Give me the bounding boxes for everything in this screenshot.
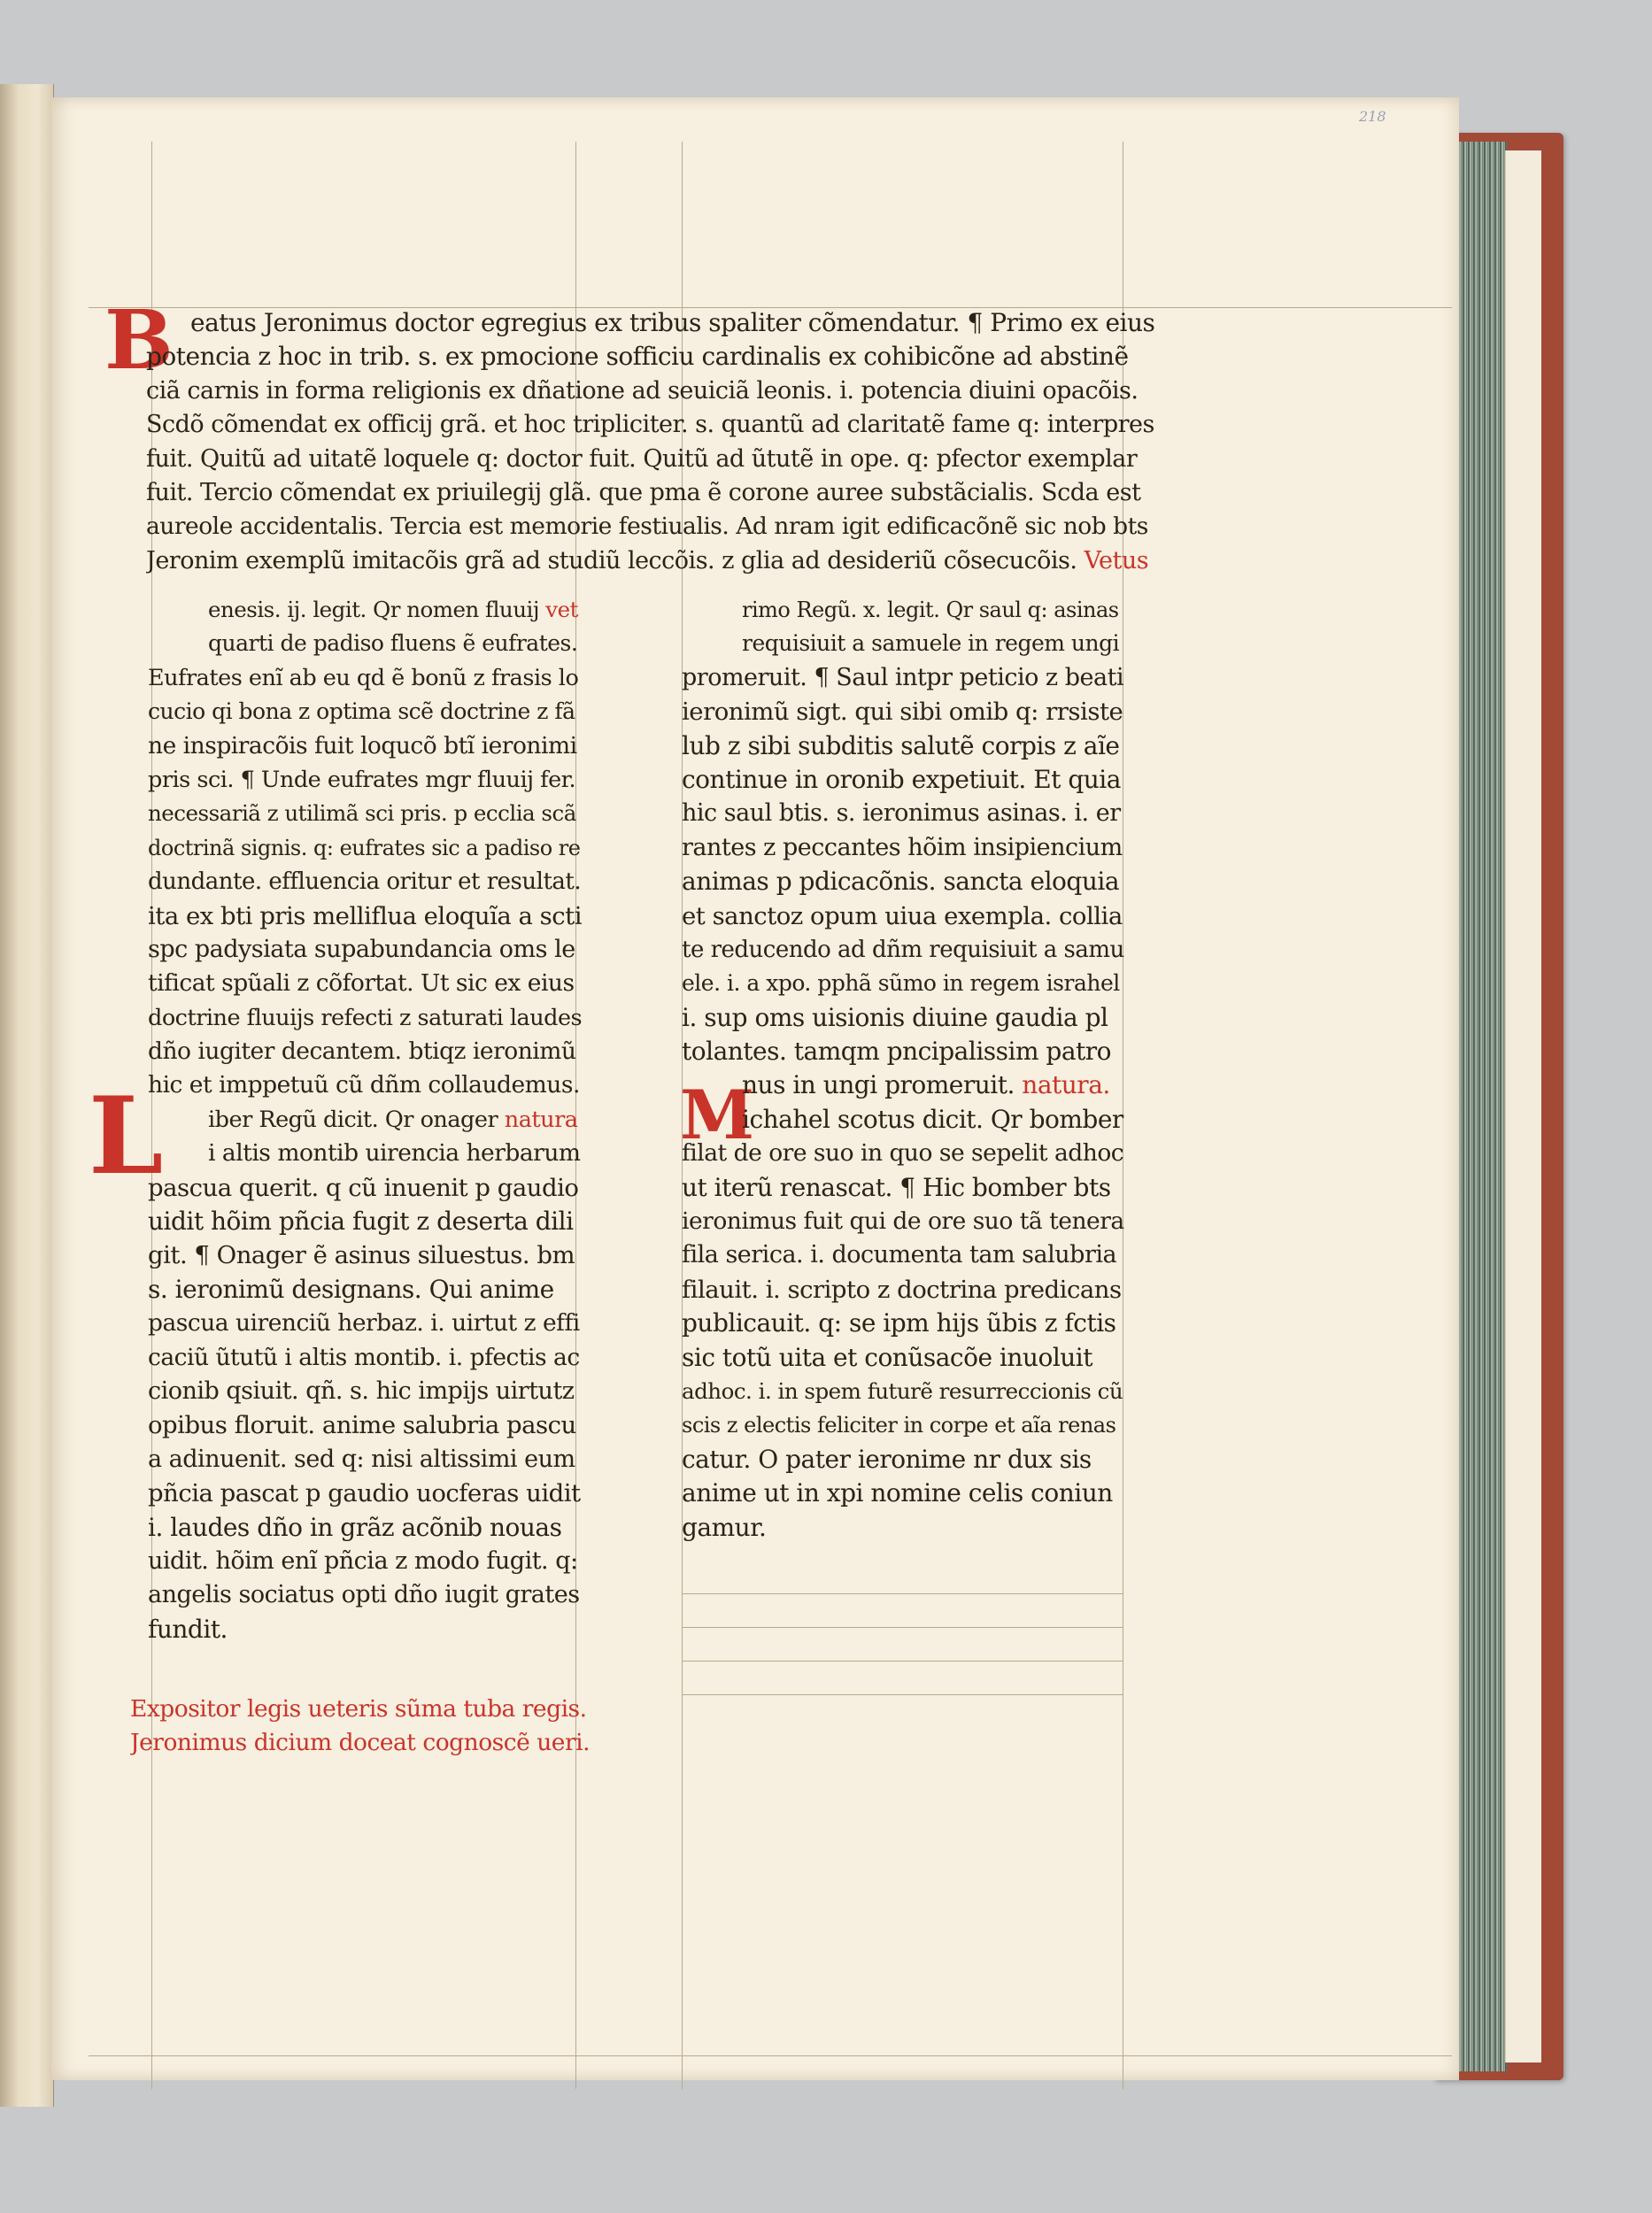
text-line (682, 933, 1124, 967)
text-line-content: uidit. hõim enĩ pñcia z modo fugit. q: (148, 1546, 578, 1575)
page-edges (1452, 142, 1507, 2071)
text-line-content: uidit hõim pñcia fugit z deserta dili (148, 1207, 574, 1237)
text-line-content: Scdõ cõmendat ex officij grã. et hoc tripliciter. s. quantũ ad claritatẽ fame q: interpres (146, 411, 1154, 439)
ruling-line (89, 2055, 1452, 2056)
text-line (146, 510, 1155, 544)
text-line (682, 1443, 1124, 1477)
text-line (148, 1205, 582, 1238)
text-line (682, 1307, 1124, 1340)
text-line (148, 1408, 582, 1442)
text-line-content: i. sup oms uisionis diuine gaudia pl (682, 1002, 1108, 1032)
text-line (148, 1171, 582, 1205)
text-line (682, 1341, 1124, 1375)
text-line-content: publicauit. q: se ipm hijs ũbis z fctis (682, 1308, 1116, 1338)
text-line (682, 763, 1124, 797)
text-line-content: s. ieronimũ designans. Qui anime (148, 1274, 554, 1304)
text-line (148, 1137, 582, 1170)
text-line-content: rimo Regũ. x. legit. Qr saul q: asinas (742, 598, 1119, 622)
text-line-content: doctrine fluuijs refecti z saturati laudes (148, 1004, 582, 1031)
text-line-content: nus in ungi promeruit. (742, 1070, 1015, 1100)
text-line-content: lub z sibi subditis salutẽ corpis z aĩe (682, 730, 1120, 760)
text-line (682, 1205, 1124, 1238)
text-line-content: pascua querit. q cũ inuenit p gaudio (148, 1173, 579, 1202)
ruling-line (682, 1593, 1123, 1594)
text-line-content: aureole accidentalis. Tercia est memorie festiualis. Ad nram igit edificacõnẽ sic nob bts (146, 513, 1148, 541)
text-line-content: adhoc. i. in spem futurẽ resurreccionis cũ (682, 1377, 1123, 1404)
text-line-content: spc padysiata supabundancia oms le (148, 935, 575, 963)
text-line (148, 831, 582, 865)
text-line-content: iber Regũ dicit. Qr onager (208, 1106, 498, 1133)
text-line (682, 593, 1124, 627)
text-line (682, 1511, 1124, 1545)
folio-number: 218 (1359, 108, 1386, 125)
text-line-content: fuit. Quitũ ad uitatẽ loquele q: doctor fuit. Quitũ ad ũtutẽ in ope. q: pfector exemplar (146, 444, 1138, 473)
text-line (148, 1001, 582, 1035)
text-line (682, 1375, 1124, 1408)
rubric-verse (130, 1693, 591, 1761)
text-line (148, 1477, 582, 1510)
text-line-content: animas p pdicacõnis. sancta eloquia (682, 867, 1120, 897)
text-line (148, 627, 582, 660)
text-line (682, 661, 1124, 695)
text-line-content: a adinuenit. sed q: nisi altissimi eum (148, 1445, 575, 1473)
text-line-content: dundante. effluencia oritur et resultat. (148, 868, 582, 896)
text-line (148, 661, 582, 695)
text-line-content: hic et imppetuũ cũ dñm collaudemus. (148, 1071, 580, 1099)
text-line-content: pris sci. ¶ Unde eufrates mgr fluuij fer. (148, 766, 576, 793)
facing-page-edge (0, 84, 54, 2107)
text-line (148, 729, 582, 763)
text-line (682, 865, 1124, 898)
text-line (682, 797, 1124, 830)
text-line (146, 476, 1155, 510)
text-line (130, 1726, 591, 1760)
text-line (148, 1613, 582, 1646)
endpaper-block (1505, 150, 1541, 2063)
initial-b: B (104, 292, 174, 388)
text-line (148, 797, 582, 830)
text-line (148, 1238, 582, 1272)
text-line-content: i. laudes dño in grãz acõnib nouas (148, 1512, 562, 1542)
text-line (148, 1103, 582, 1137)
text-line-content: Jeronim exemplũ imitacõis grã ad studiũ leccõis. z glia ad desideriũ cõsecucõis. (146, 546, 1077, 574)
text-line-content: ieronimus fuit qui de ore suo tã tenera (682, 1207, 1124, 1236)
text-line (148, 1341, 582, 1375)
text-line-content: i altis montib uirencia herbarum (208, 1139, 581, 1168)
text-line-content: rantes z peccantes hõim insipiencium (682, 833, 1123, 861)
text-line-content: filat de ore suo in quo se sepelit adhoc (682, 1139, 1124, 1168)
text-line-content: enesis. ij. legit. Qr nomen fluuij (208, 597, 539, 622)
text-line (146, 544, 1155, 578)
text-line-content: ut iterũ renascat. ¶ Hic bomber bts (682, 1172, 1111, 1202)
text-line (146, 306, 1155, 340)
rubricated-word: natura. (1022, 1070, 1110, 1100)
text-line (682, 1103, 1124, 1137)
text-line (148, 1578, 582, 1612)
initial-m: M (680, 1076, 755, 1154)
text-line (148, 1545, 582, 1578)
right-column (682, 593, 1124, 1545)
text-line (148, 865, 582, 898)
text-line-content: tificat spũali z cõfortat. Ut sic ex eius (148, 969, 575, 998)
text-line (682, 1001, 1124, 1035)
text-line-content: catur. O pater ieronime nr dux sis (682, 1444, 1092, 1474)
text-line-content: Eufrates enĩ ab eu qd ẽ bonũ z frasis lo (148, 664, 579, 691)
ruling-line (682, 1661, 1123, 1662)
text-line (146, 443, 1155, 476)
text-line-content: eatus Jeronimus doctor egregius ex tribus spaliter cõmendatur. ¶ Primo ex eius (190, 308, 1155, 337)
text-line (148, 1375, 582, 1408)
text-line-content: tolantes. tamqm pncipalissim patro (682, 1037, 1112, 1067)
text-line (682, 1477, 1124, 1510)
text-line (682, 1068, 1124, 1102)
text-line-content: pascua uirenciũ herbaz. i. uirtut z effi (148, 1309, 580, 1338)
text-line (130, 1693, 591, 1726)
text-line-content: potencia z hoc in trib. s. ex pmocione sofficiu cardinalis ex cohibicõne ad abstinẽ (146, 342, 1129, 372)
text-line-content: ieronimũ sigt. qui sibi omib q: rrsiste (682, 698, 1123, 727)
text-line-content: Jeronimus dicium doceat cognoscẽ ueri. (130, 1729, 591, 1757)
left-column (148, 593, 582, 1646)
text-line-content: hic saul btis. s. ieronimus asinas. i. er (682, 799, 1121, 828)
ruling-line (682, 1694, 1123, 1695)
text-line (682, 627, 1124, 660)
text-line (148, 1443, 582, 1477)
text-line-content: fuit. Tercio cõmendat ex priuilegij glã. que pma ẽ corone auree substãcialis. Scda est (146, 478, 1141, 506)
text-line-content: filauit. i. scripto z doctrina predicans (682, 1275, 1122, 1304)
text-line-content: anime ut in xpi nomine celis coniun (682, 1478, 1113, 1508)
text-line (682, 1238, 1124, 1272)
header-paragraph (146, 306, 1155, 578)
text-line-content: Expositor legis ueteris sũma tuba regis. (130, 1695, 587, 1723)
text-line-content: opibus floruit. anime salubria pascu (148, 1411, 576, 1440)
text-line-content: pñcia pascat p gaudio uocferas uidit (148, 1479, 581, 1508)
text-line (148, 899, 582, 933)
ruling-line (682, 1627, 1123, 1628)
text-line (682, 1273, 1124, 1307)
text-line (682, 1035, 1124, 1068)
text-line-content: fundit. (148, 1614, 228, 1644)
text-line (148, 1511, 582, 1545)
rubricated-word: vet (545, 597, 578, 622)
text-line (148, 967, 582, 1000)
text-line (682, 729, 1124, 763)
text-line (146, 408, 1155, 442)
text-line (146, 374, 1155, 408)
text-line-content: promeruit. ¶ Saul intpr peticio z beati (682, 663, 1124, 691)
text-line (682, 1171, 1124, 1205)
text-line-content: scis z electis feliciter in corpe et aĩa renas (682, 1413, 1116, 1438)
text-line (148, 933, 582, 967)
text-line (148, 1307, 582, 1340)
text-line-content: cionib qsiuit. qñ. s. hic impijs uirtutz (148, 1376, 575, 1405)
text-line-content: sic totũ uita et conũsacõe inuoluit (682, 1342, 1093, 1372)
rubricated-word: Vetus (1084, 546, 1149, 574)
text-line (682, 831, 1124, 865)
text-line (682, 1408, 1124, 1442)
text-line-content: doctrinã signis. q: eufrates sic a padiso re (148, 835, 581, 860)
text-line (682, 899, 1124, 933)
text-line (148, 1068, 582, 1102)
text-line-content: gamur. (682, 1512, 767, 1542)
text-line-content: continue in oronib expetiuit. Et quia (682, 764, 1121, 794)
text-line-content: angelis sociatus opti dño iugit grates (148, 1581, 580, 1609)
text-line-content: quarti de padiso fluens ẽ eufrates. (208, 630, 578, 657)
initial-l: L (89, 1074, 164, 1199)
text-line (682, 1137, 1124, 1170)
text-line-content: dño iugiter decantem. btiqz ieronimũ (148, 1037, 576, 1066)
text-line-content: ita ex bti pris melliflua eloquĩa a scti (148, 901, 582, 930)
text-line (146, 340, 1155, 374)
rubricated-word: natura (504, 1106, 578, 1133)
text-line (148, 763, 582, 797)
text-line-content: caciũ ũtutũ i altis montib. i. pfectis ac (148, 1343, 580, 1371)
text-line (148, 593, 582, 627)
text-line-content: fila serica. i. documenta tam salubria (682, 1241, 1117, 1269)
text-line (682, 695, 1124, 729)
text-line-content: cucio qi bona z optima scẽ doctrine z fã (148, 698, 575, 725)
text-line-content: te reducendo ad dñm requisiuit a samu (682, 936, 1124, 963)
text-line-content: et sanctoz opum uiua exempla. collia (682, 901, 1123, 930)
text-line (148, 1273, 582, 1307)
text-line-content: ichahel scotus dicit. Qr bomber (742, 1104, 1123, 1134)
text-line (148, 1035, 582, 1068)
text-line (682, 967, 1124, 1000)
text-line-content: ne inspiracõis fuit loqucõ btĩ ieronimi (148, 731, 577, 760)
text-line-content: ele. i. a xpo. pphã sũmo in regem israhel (682, 970, 1120, 997)
text-line-content: requisiuit a samuele in regem ungi (742, 630, 1120, 657)
text-line (148, 695, 582, 729)
text-line-content: ciã carnis in forma religionis ex dñatione ad seuiciã leonis. i. potencia diuini opacõis. (146, 376, 1139, 405)
text-line-content: git. ¶ Onager ẽ asinus siluestus. bm (148, 1241, 575, 1270)
text-line-content: necessariã z utilimã sci pris. p ecclia scã (148, 800, 576, 827)
